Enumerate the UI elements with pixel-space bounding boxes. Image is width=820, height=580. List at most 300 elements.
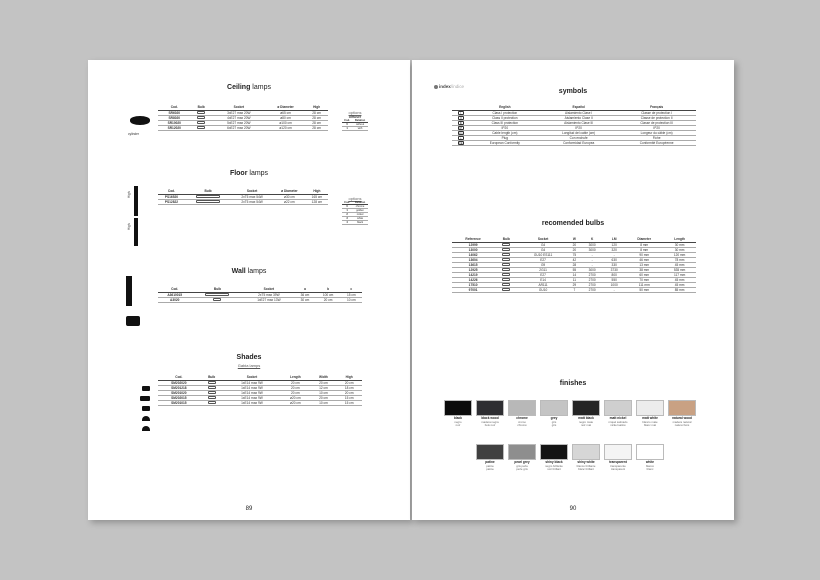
- table-cell: SR10020: [158, 120, 191, 125]
- table-cell: 20 cm: [310, 395, 336, 400]
- table-cell: 2G11: [518, 267, 567, 272]
- table-cell: 20 cm: [280, 380, 310, 385]
- table-cell: 1: [342, 209, 352, 213]
- table-cell: 3000: [581, 267, 603, 272]
- table-cell: 6xE27 max 20W: [212, 125, 266, 130]
- floor-label-b: High: [127, 223, 131, 230]
- table-row: [452, 287, 696, 292]
- table-cell: E27: [518, 257, 567, 262]
- table-cell: GU10 ES111: [518, 252, 567, 257]
- finish-color: [476, 444, 504, 460]
- bulb-shape-icon: [197, 126, 205, 128]
- table-cell: 15 cm: [336, 400, 362, 405]
- table-cell: 1000: [603, 282, 625, 287]
- finish-name-es: negro mate: [578, 419, 594, 424]
- table-cell: 36 cm: [294, 292, 315, 297]
- floor-options: options Cod. Relation 0 chrome 1 golden 2 nickel 3 white 4 black: [342, 196, 368, 225]
- finish-name: pearl grey: [514, 460, 530, 464]
- table-cell: 97001: [452, 287, 494, 292]
- finish-name: chrome: [516, 416, 528, 420]
- column-header: High: [336, 374, 362, 380]
- table-cell: -: [603, 287, 625, 292]
- table-cell: 38 mm: [625, 267, 663, 272]
- ceiling-table: [158, 104, 328, 131]
- table-cell: 45 mm: [663, 277, 696, 282]
- finish-name-fr: transparent: [610, 466, 626, 471]
- table-cell: 117 mm: [663, 272, 696, 277]
- table-cell: Class III protection: [470, 120, 541, 125]
- table-cell: G4: [518, 242, 567, 247]
- column-header: Length: [663, 236, 696, 242]
- table-cell: 15 cm: [336, 395, 362, 400]
- table-cell: 10 cm: [341, 297, 362, 302]
- table-cell: Con enchufe: [540, 135, 617, 140]
- finish-color: [604, 400, 632, 416]
- table-cell: 28 cm: [305, 125, 328, 130]
- wall-lamp-a-image: [126, 276, 132, 306]
- table-cell: Class II protection: [470, 115, 541, 120]
- shades-table: [158, 374, 362, 406]
- table-cell: 20: [568, 242, 581, 247]
- table-cell: 100 cm: [316, 292, 341, 297]
- table-cell: 30 cm: [294, 297, 315, 302]
- finish-color: [540, 444, 568, 460]
- column-header: Relation: [352, 119, 368, 123]
- shade-icon-2: [140, 396, 150, 401]
- table-cell: AR111: [518, 282, 567, 287]
- finish-swatch: [572, 444, 600, 471]
- wall-title: Wall lamps: [231, 268, 267, 275]
- table-cell: SM201015: [158, 400, 200, 405]
- finish-name-fr: naturel bois: [674, 422, 690, 427]
- table-cell: 42: [568, 257, 581, 262]
- table-cell: 20 cm: [316, 297, 341, 302]
- table-cell: Conformité Européenne: [617, 140, 696, 145]
- table-cell: ø22 cm: [273, 199, 306, 204]
- table-cell: 10 cm: [310, 390, 336, 395]
- table-cell: Conformidad Europea: [540, 140, 617, 145]
- cylinder-label: cylinder: [128, 132, 139, 136]
- column-header: Cod.: [158, 286, 191, 292]
- bulb-shape-icon: [502, 258, 510, 260]
- table-cell: 3xE27 max 20W: [212, 110, 266, 115]
- index-link[interactable]: index/índice: [434, 84, 464, 89]
- column-header: Bulb: [185, 188, 231, 194]
- shade-icon-4: [142, 416, 150, 421]
- table-cell: SM202020: [158, 380, 200, 385]
- symbol-glyph: IP: [459, 126, 462, 130]
- table-cell: 14219: [452, 272, 494, 277]
- table-cell: 800: [603, 272, 625, 277]
- shade-icon-1: [142, 386, 150, 391]
- finish-swatch: [572, 400, 600, 427]
- bulb-icon: [185, 199, 231, 204]
- finish-name-es: gris perla: [516, 463, 528, 468]
- finish-name: matt white: [642, 416, 658, 420]
- table-cell: golden: [352, 209, 368, 213]
- wall-table: [158, 286, 362, 303]
- finish-name-fr: blanc: [646, 466, 654, 471]
- table-cell: PS12822: [158, 199, 185, 204]
- column-header: c: [341, 286, 362, 292]
- table-cell: 8 mm: [625, 242, 663, 247]
- table-cell: 28 cm: [305, 115, 328, 120]
- table-cell: 75: [568, 252, 581, 257]
- symbol-glyph: I: [458, 111, 464, 115]
- symbol-glyph: III: [459, 121, 462, 125]
- bulb-shape-icon: [208, 391, 216, 393]
- bulb-shape-icon: [502, 278, 510, 280]
- column-header: ø Diameter: [273, 188, 306, 194]
- table-row: [342, 221, 368, 225]
- table-cell: 1: [342, 127, 352, 131]
- symbol-glyph: II: [458, 116, 464, 120]
- table-cell: 13615: [452, 262, 494, 267]
- table-cell: 0: [342, 123, 352, 127]
- column-header: Socket: [224, 374, 281, 380]
- bulb-icon: [200, 400, 224, 405]
- column-header: b: [316, 286, 341, 292]
- bulb-shape-icon: [197, 111, 205, 113]
- bulb-icon: [191, 297, 243, 302]
- column-header: Width: [310, 374, 336, 380]
- finishes-title: finishes: [559, 380, 587, 387]
- finish-name-es: negro brillante: [545, 463, 563, 468]
- table-cell: 29: [568, 282, 581, 287]
- bulbs-title: recomended bulbs: [541, 220, 605, 227]
- table-row: [342, 205, 368, 209]
- finish-name-fr: noir mat: [580, 422, 592, 427]
- table-cell: white: [352, 217, 368, 221]
- table-cell: 17510: [452, 282, 494, 287]
- bulb-shape-icon: [208, 401, 216, 403]
- bulb-icon: [191, 125, 212, 130]
- finish-name: matt nickel: [609, 416, 627, 420]
- finish-swatch: [540, 444, 568, 471]
- table-cell: chrome: [352, 205, 368, 209]
- table-cell: ø80 cm: [266, 115, 305, 120]
- table-cell: ø65 cm: [266, 110, 305, 115]
- table-cell: SM201020: [158, 390, 200, 395]
- finish-color: [572, 444, 600, 460]
- shades-subtitle: Gabia lamps: [237, 363, 261, 368]
- table-cell: 90 mm: [625, 252, 663, 257]
- cylinder-lamp-image: [130, 116, 150, 125]
- finish-color: [508, 444, 536, 460]
- finish-color: [668, 400, 696, 416]
- column-header: Español: [540, 104, 617, 110]
- table-cell: 2xT5 max 54W: [231, 194, 273, 199]
- table-cell: European Conformity: [470, 140, 541, 145]
- finish-name-es: níquel satinado: [608, 419, 628, 424]
- table-cell: 13604: [452, 257, 494, 262]
- table-row: [342, 123, 368, 127]
- table-cell: 60 mm: [625, 272, 663, 277]
- symbol-glyph: cm: [459, 131, 463, 135]
- finish-name-es: blanco brillante: [576, 463, 596, 468]
- finish-name-fr: patine: [486, 466, 494, 471]
- table-cell: A3020: [158, 297, 191, 302]
- bulbs-table: [452, 236, 696, 293]
- floor-table: [158, 188, 328, 205]
- table-cell: SM201218: [158, 385, 200, 390]
- table-cell: black: [352, 221, 368, 225]
- table-cell: ø20 cm: [280, 400, 310, 405]
- table-row: [452, 140, 696, 145]
- symbol-icon: [452, 140, 470, 145]
- finish-name-fr: blanc brillant: [578, 466, 594, 471]
- finish-swatch: [636, 400, 664, 427]
- finish-swatch: [668, 400, 696, 427]
- finish-name-es: blanco mate: [642, 419, 658, 424]
- table-cell: 2700: [581, 287, 603, 292]
- table-cell: 3: [342, 217, 352, 221]
- column-header: Length: [280, 374, 310, 380]
- bulb-shape-icon: [502, 273, 510, 275]
- table-cell: -: [581, 252, 603, 257]
- finish-name-es: madera negra: [481, 419, 499, 424]
- finish-name-es: transparente: [610, 463, 626, 468]
- finish-name-fr: noir brillant: [547, 466, 561, 471]
- table-cell: IP20: [617, 125, 696, 130]
- table-cell: 15 cm: [341, 292, 362, 297]
- table-cell: 50 mm: [625, 287, 663, 292]
- table-cell: 630: [603, 257, 625, 262]
- table-cell: nickel: [352, 213, 368, 217]
- floor-title: Floor lamps: [229, 170, 269, 177]
- finishes-row-2: [476, 444, 664, 471]
- table-cell: Class I protection: [470, 110, 541, 115]
- table-cell: SM202015: [158, 395, 200, 400]
- finish-swatch: [508, 444, 536, 471]
- bulb-shape-icon: [502, 288, 510, 290]
- page-number-right: 90: [569, 506, 577, 512]
- table-cell: 12 cm: [310, 385, 336, 390]
- finish-name: transparent: [609, 460, 627, 464]
- column-header: Relation: [352, 201, 368, 205]
- column-header: K: [581, 236, 603, 242]
- table-cell: 12925: [452, 267, 494, 272]
- finish-color: [604, 444, 632, 460]
- table-cell: 12999: [452, 242, 494, 247]
- symbol-glyph: CE: [458, 141, 463, 145]
- finish-color: [636, 400, 664, 416]
- table-cell: Classe de protection I: [617, 110, 696, 115]
- ceiling-options: options diffuser Cod. Relation 0 without 1 with: [342, 110, 368, 131]
- column-header: Cod.: [342, 119, 352, 123]
- bulb-shape-icon: [208, 381, 216, 383]
- table-cell: ø120 cm: [266, 125, 305, 130]
- column-header: Socket: [212, 104, 266, 110]
- table-cell: Aislamiento Clase III: [540, 120, 617, 125]
- bulb-shape-icon: [502, 243, 510, 245]
- table-cell: 3730: [603, 267, 625, 272]
- table-cell: 14226: [452, 277, 494, 282]
- finish-name: white: [645, 460, 655, 464]
- finish-name-es: patine: [486, 463, 494, 468]
- column-header: Cod.: [342, 201, 352, 205]
- finish-swatch: [540, 400, 568, 427]
- bulb-shape-icon: [208, 386, 216, 388]
- symbol-glyph: ⏚: [459, 136, 463, 140]
- shades-title: Shades: [236, 354, 262, 361]
- table-cell: IP20: [470, 125, 541, 130]
- table-cell: 20 cm: [336, 380, 362, 385]
- table-cell: ø30 cm: [273, 194, 306, 199]
- table-cell: 18 cm: [336, 385, 362, 390]
- table-cell: 14062: [452, 252, 494, 257]
- table-cell: 7: [568, 287, 581, 292]
- table-cell: 14: [568, 272, 581, 277]
- column-header: Cod.: [158, 104, 191, 110]
- table-cell: 11: [568, 277, 581, 282]
- finish-color: [508, 400, 536, 416]
- table-cell: Classe de protection II: [617, 115, 696, 120]
- table-cell: E27: [518, 272, 567, 277]
- table-cell: Longitud del cable (cm): [540, 130, 617, 135]
- bulb-shape-icon: [502, 268, 510, 270]
- finish-name-fr: blanc mat: [643, 422, 657, 427]
- table-cell: 10 cm: [310, 400, 336, 405]
- table-row: [158, 297, 362, 302]
- table-row: [158, 125, 328, 130]
- table-cell: E14: [518, 277, 567, 282]
- table-cell: Longeur du câble (cm): [617, 130, 696, 135]
- table-cell: 120 mm: [663, 252, 696, 257]
- table-cell: with: [352, 127, 368, 131]
- table-cell: 2700: [581, 272, 603, 277]
- table-cell: 128 cm: [306, 199, 328, 204]
- finish-name-es: gris: [551, 419, 557, 424]
- finish-name-fr: bois noir: [484, 422, 496, 427]
- table-cell: 120: [603, 242, 625, 247]
- bulb-shape-icon: [197, 121, 205, 123]
- table-cell: 0: [342, 205, 352, 209]
- table-cell: A3610015: [158, 292, 191, 297]
- column-header: Socket: [518, 236, 567, 242]
- table-cell: 28 cm: [305, 110, 328, 115]
- table-cell: 20 cm: [336, 390, 362, 395]
- finish-name-fr: nickel satiné: [610, 422, 626, 427]
- column-header: Socket: [231, 188, 273, 194]
- floor-lamp-b-image: [134, 218, 138, 246]
- finish-color: [476, 400, 504, 416]
- table-cell: G9: [518, 262, 567, 267]
- table-cell: 330: [603, 262, 625, 267]
- table-cell: 4: [342, 221, 352, 225]
- table-cell: PS16520: [158, 194, 185, 199]
- table-cell: Fiche: [617, 135, 696, 140]
- table-cell: 1xE27 max 13W: [243, 297, 294, 302]
- bulb-shape-icon: [502, 248, 510, 250]
- floor-options-table: [342, 201, 368, 225]
- column-header: Bulb: [494, 236, 518, 242]
- table-cell: IP20: [540, 125, 617, 130]
- table-cell: without: [352, 123, 368, 127]
- ceiling-options-table: [342, 119, 368, 131]
- column-header: ø Diameter: [266, 104, 305, 110]
- table-cell: 111 mm: [625, 282, 663, 287]
- table-cell: 535 mm: [663, 267, 696, 272]
- finish-name: black wood: [481, 416, 499, 420]
- column-header: Bulb: [200, 374, 224, 380]
- table-cell: 30 mm: [663, 242, 696, 247]
- finish-name-es: blanco: [645, 463, 655, 468]
- finish-name: shiny white: [577, 460, 595, 464]
- finish-name-es: cromo: [518, 419, 526, 424]
- table-cell: Aislamiento Clase I: [540, 110, 617, 115]
- finish-color: [572, 400, 600, 416]
- bulb-shape-icon: [502, 263, 510, 265]
- finish-name-es: negro: [454, 419, 462, 424]
- table-cell: -: [581, 257, 603, 262]
- table-cell: GU10: [518, 287, 567, 292]
- right-page: [412, 60, 734, 520]
- table-cell: 8 mm: [625, 247, 663, 252]
- column-header: High: [306, 188, 328, 194]
- table-cell: 85 mm: [663, 287, 696, 292]
- table-cell: 1xE14 max 9W: [224, 380, 281, 385]
- finish-swatch: [476, 400, 504, 427]
- table-cell: 3000: [581, 247, 603, 252]
- column-header: LM: [603, 236, 625, 242]
- table-cell: 2xT5 max 54W: [231, 199, 273, 204]
- finish-name-fr: perle gris: [516, 466, 528, 471]
- bulb-shape-icon: [502, 283, 510, 285]
- table-cell: G4: [518, 247, 567, 252]
- finish-swatch: [604, 444, 632, 471]
- table-cell: SR6020: [158, 110, 191, 115]
- table-cell: SR8020: [158, 115, 191, 120]
- finish-name-fr: chromé: [517, 422, 527, 427]
- table-cell: 1xE14 max 9W: [224, 390, 281, 395]
- table-cell: 4xE27 max 20W: [212, 115, 266, 120]
- finish-swatch: [636, 444, 664, 471]
- column-header: a: [294, 286, 315, 292]
- table-cell: 46 mm: [625, 257, 663, 262]
- floor-label-a: High: [127, 191, 131, 198]
- column-header: Diameter: [625, 236, 663, 242]
- column-header: Bulb: [191, 286, 243, 292]
- table-cell: 3000: [581, 242, 603, 247]
- column-header: Socket: [243, 286, 294, 292]
- column-header: W: [568, 236, 581, 242]
- bulb-shape-icon: [213, 298, 221, 300]
- table-cell: 78 mm: [663, 257, 696, 262]
- table-cell: 28 cm: [305, 120, 328, 125]
- finish-name-fr: gris: [551, 422, 557, 427]
- table-row: [158, 400, 362, 405]
- bulb-shape-icon: [196, 200, 220, 202]
- symbols-title: symbols: [558, 88, 588, 95]
- finish-swatch: [508, 400, 536, 427]
- bulb-shape-icon: [502, 253, 510, 255]
- table-cell: 1xE14 max 9W: [224, 385, 281, 390]
- bulb-icon: [494, 287, 518, 292]
- table-cell: 5xE27 max 20W: [212, 120, 266, 125]
- table-cell: 55: [568, 267, 581, 272]
- bulb-shape-icon: [197, 116, 205, 118]
- column-header: Cod.: [158, 374, 200, 380]
- table-cell: 165 cm: [306, 194, 328, 199]
- finish-name: natural wood: [672, 416, 692, 420]
- wall-lamp-b-image: [126, 316, 140, 326]
- table-cell: 2: [342, 213, 352, 217]
- finish-swatch: [444, 400, 472, 427]
- table-cell: Classe de protection III: [617, 120, 696, 125]
- column-header: Bulb: [191, 104, 212, 110]
- table-cell: 320: [603, 247, 625, 252]
